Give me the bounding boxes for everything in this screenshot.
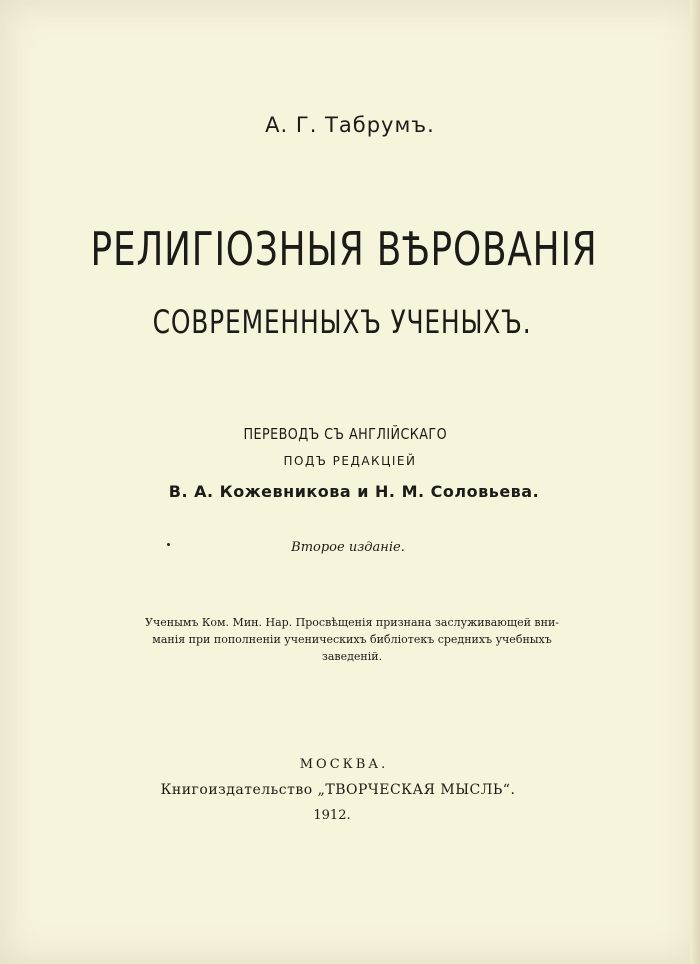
approval-note-line: манія при пополненіи ученическихъ библіотекъ среднихъ учебныхъ (152, 633, 552, 646)
editorship-label: ПОДЪ РЕДАКЦІЕЙ (283, 454, 417, 468)
city: МОСКВА. (299, 757, 389, 772)
publisher: Книгоиздательство „ТВОРЧЕСКАЯ МЫСЛЬ“. (160, 782, 516, 798)
translation-note: ПЕРЕВОДЪ СЪ АНГЛІЙСКАГО (243, 425, 448, 443)
approval-note-line: заведеній. (321, 650, 383, 663)
edition-label: Второе изданіе. (291, 540, 405, 555)
publication-year: 1912. (313, 808, 351, 823)
title-line-2: СОВРЕМЕННЫХЪ УЧЕНЫХЪ. (152, 303, 532, 341)
author-name: А. Г. Табрумъ. (265, 113, 435, 137)
editors-names: В. А. Кожевникова и Н. М. Соловьева. (168, 482, 540, 501)
approval-note (112, 614, 592, 665)
title-line-1: РЕЛИГІОЗНЫЯ ВѢРОВАНІЯ (90, 222, 598, 276)
approval-note-line: Ученымъ Ком. Мин. Нар. Просвѣщенія признана заслуживающей вни- (145, 616, 559, 629)
